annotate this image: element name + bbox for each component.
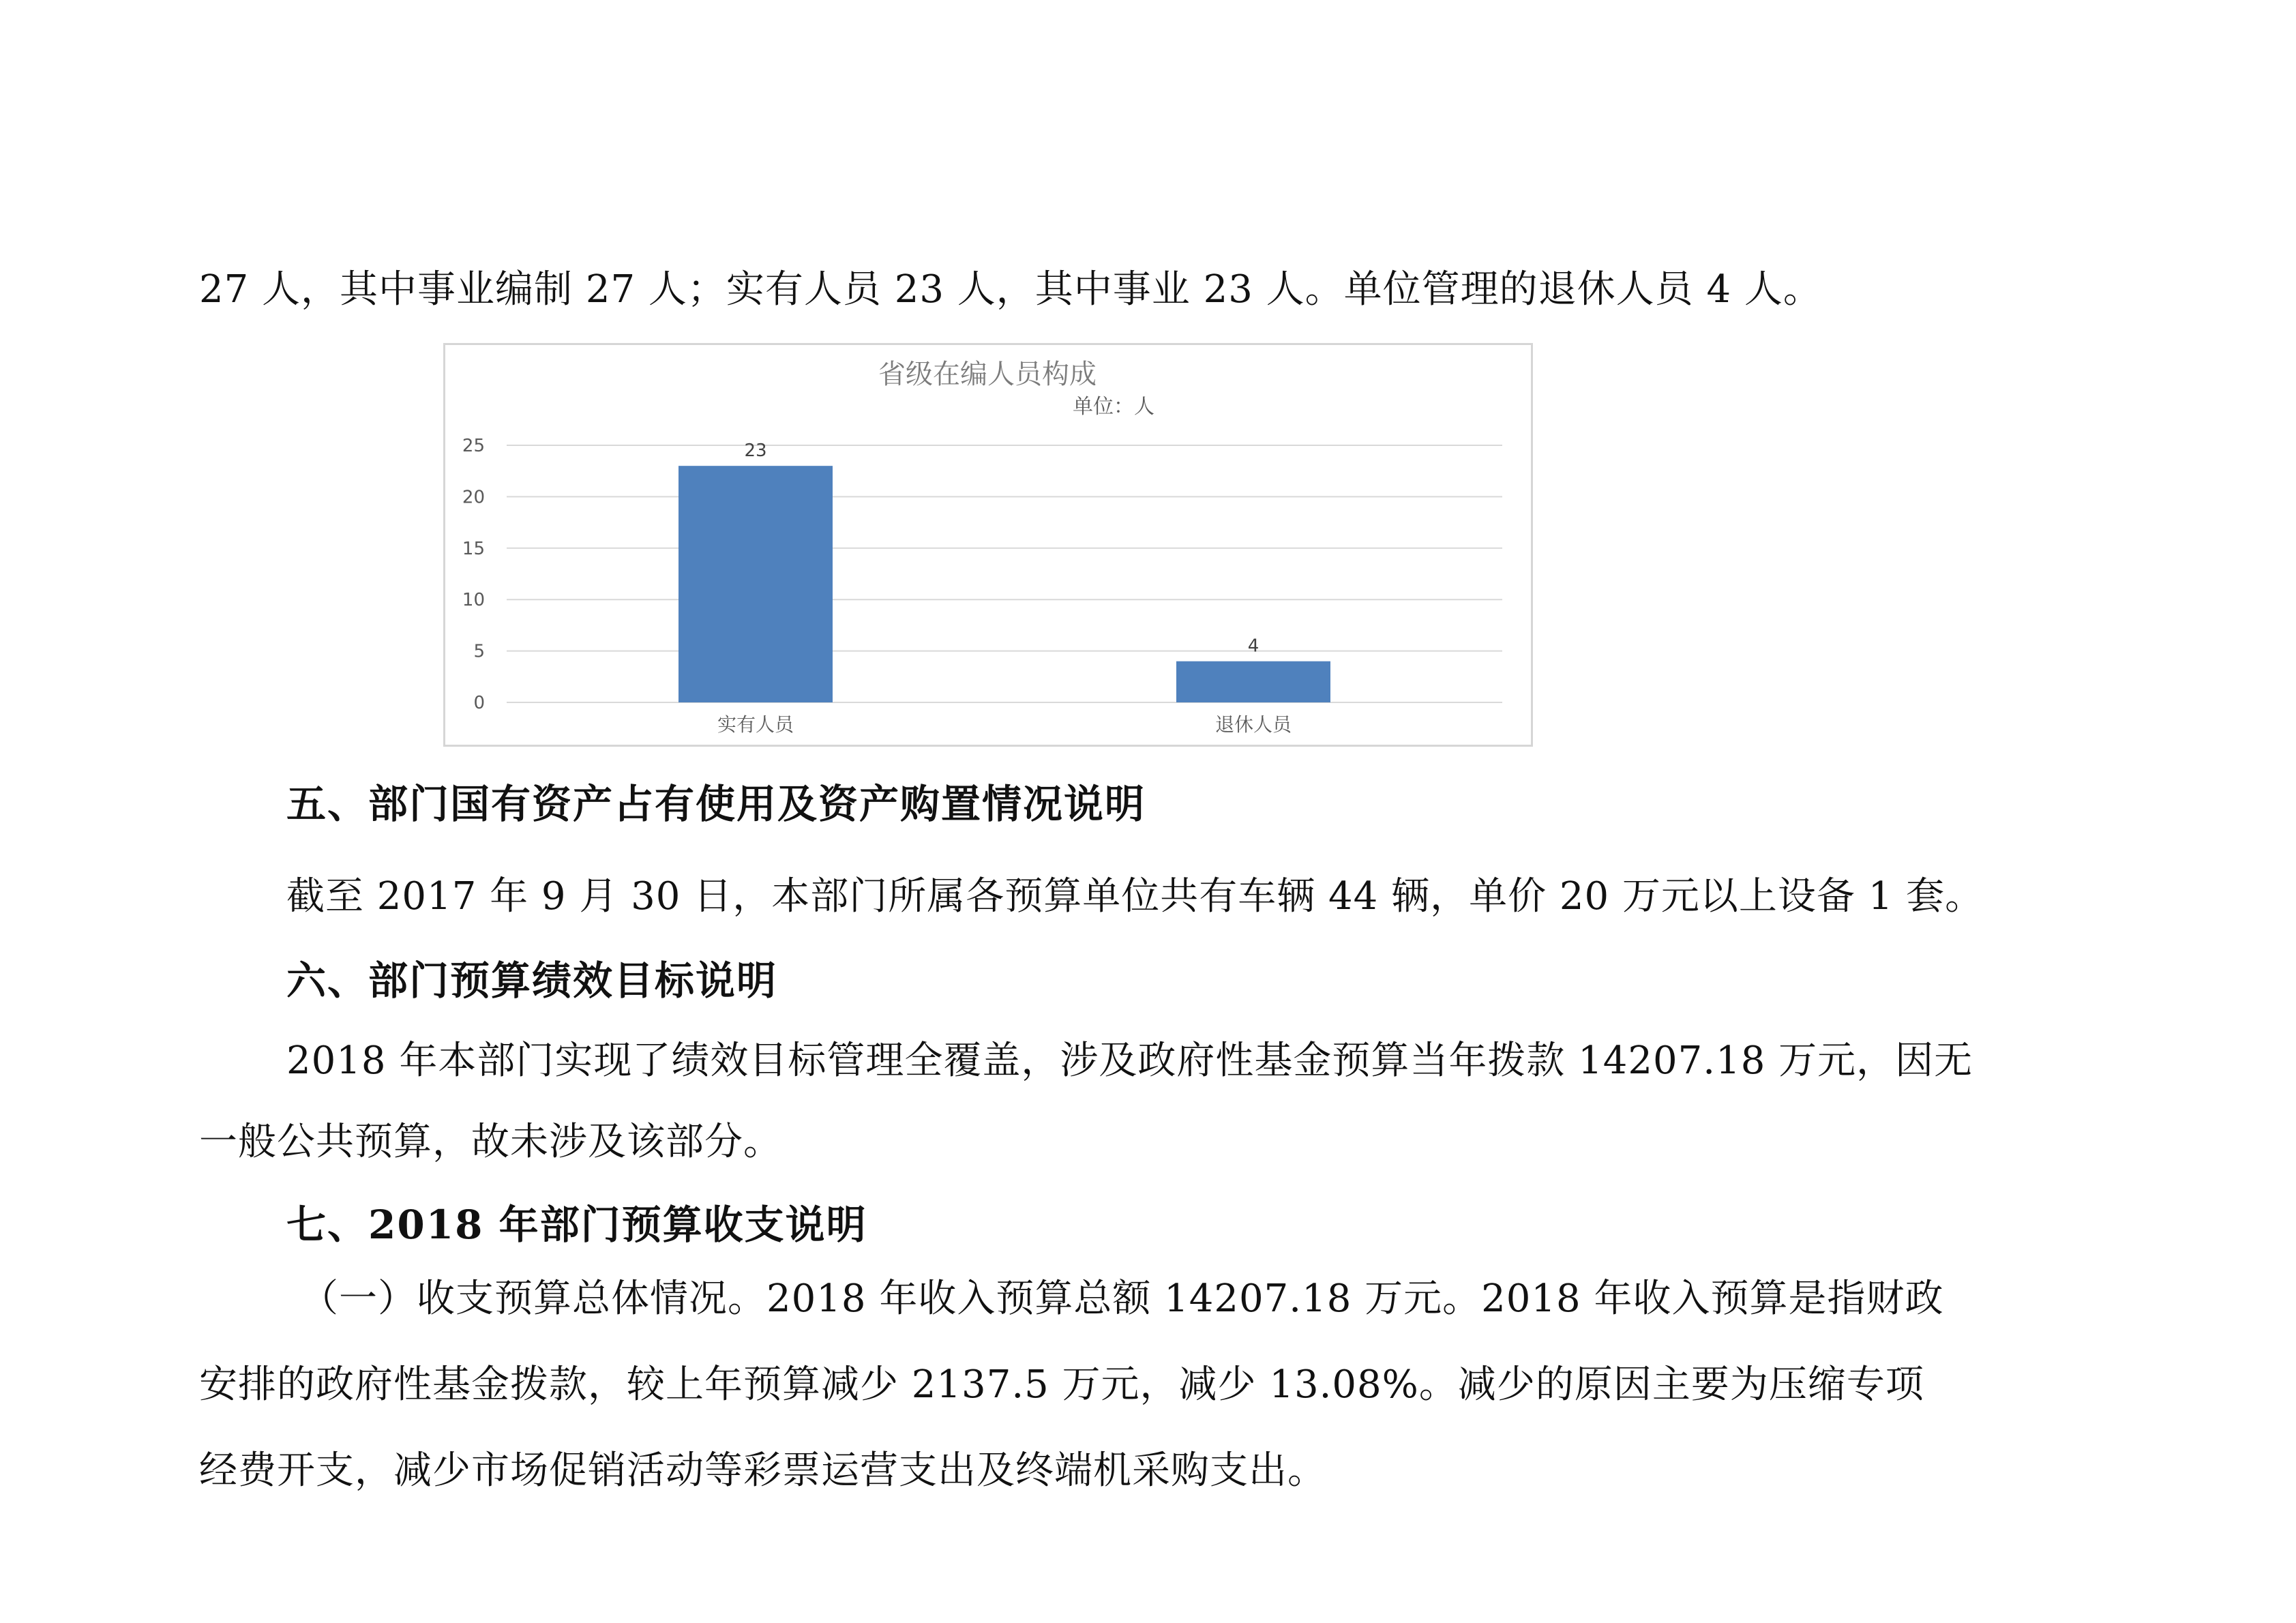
y-tick-label: 25 xyxy=(462,436,485,456)
paragraph-budget-line3: 经费开支，减少市场促销活动等彩票运营支出及终端机采购支出。 xyxy=(199,1448,1326,1493)
category-label: 退休人员 xyxy=(1214,713,1292,736)
chart-canvas xyxy=(445,345,1531,745)
paragraph-performance-line1: 2018 年本部门实现了绩效目标管理全覆盖，涉及政府性基金预算当年拨款 14207.18 万元，因无 xyxy=(286,1039,1973,1083)
staff-composition-chart xyxy=(443,343,1533,747)
y-tick-label: 5 xyxy=(473,641,485,662)
bar-1 xyxy=(679,466,833,702)
bar-value-label: 23 xyxy=(744,441,767,462)
y-tick-label: 15 xyxy=(462,538,485,559)
y-tick-label: 0 xyxy=(473,693,485,713)
y-tick-label: 20 xyxy=(462,487,485,508)
chart-gridlines xyxy=(507,445,1502,702)
paragraph-budget-line1: （一）收支预算总体情况。2018 年收入预算总额 14207.18 万元。2018 年收入预算是指财政 xyxy=(300,1277,1944,1321)
section-heading-5: 五、部门国有资产占有使用及资产购置情况说明 xyxy=(286,781,1146,827)
paragraph-budget-line2: 安排的政府性基金拨款，较上年预算减少 2137.5 万元，减少 13.08%。减少的原因主要为压缩专项 xyxy=(199,1363,1924,1407)
paragraph-staff: 27 人，其中事业编制 27 人；实有人员 23 人，其中事业 23 人。单位管理的退休人员 4 人。 xyxy=(199,267,1822,312)
section-heading-7: 七、2018 年部门预算收支说明 xyxy=(286,1202,867,1248)
bar-2 xyxy=(1176,661,1330,702)
chart-y-ticks xyxy=(462,436,485,713)
bar-value-label: 4 xyxy=(1247,636,1259,657)
chart-subtitle: 单位：人 xyxy=(1073,395,1154,419)
category-label: 实有人员 xyxy=(717,713,794,736)
chart-bars xyxy=(679,466,1330,702)
chart-title: 省级在编人员构成 xyxy=(878,359,1097,390)
section-heading-6: 六、部门预算绩效目标说明 xyxy=(286,957,778,1004)
y-tick-label: 10 xyxy=(462,590,485,611)
paragraph-assets: 截至 2017 年 9 月 30 日，本部门所属各预算单位共有车辆 44 辆，单价 20 万元以上设备 1 套。 xyxy=(286,874,1984,919)
paragraph-performance-line2: 一般公共预算，故未涉及该部分。 xyxy=(199,1120,782,1164)
